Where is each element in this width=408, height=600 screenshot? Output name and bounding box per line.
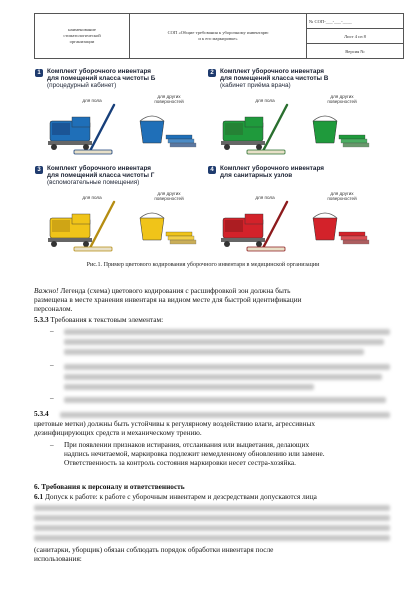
redacted-line <box>64 349 364 355</box>
panel-title-line-2: для санитарных узлов <box>220 172 293 180</box>
sheet-number: Лист 4 из 8 <box>307 29 404 44</box>
other-label-line-2: поверхностей <box>154 196 184 202</box>
cleaning-kit-illustration <box>40 196 200 254</box>
section-5-3-4-line-3: дезинфицирующих средств и механическому трению. <box>34 428 202 437</box>
panel-number-badge: 1 <box>35 69 43 77</box>
panel-title-line-1: Комплект уборочного инвентаря <box>220 68 325 75</box>
org-line-1: наименование <box>68 27 96 33</box>
cleaning-kit-illustration <box>213 196 373 254</box>
sop-number: № СОП-___-___-____ <box>307 14 404 29</box>
redacted-line <box>64 374 382 380</box>
cleaning-kit-panel-4 <box>205 163 377 256</box>
cleaning-kit-panel-3 <box>32 163 204 256</box>
bullet-line-1: При появлении признаков истирания, отслаивания или выцветания, делающих <box>64 440 310 449</box>
section-6-1-number: 6.1 <box>34 492 44 501</box>
section-6-1 <box>34 492 390 501</box>
redacted-line <box>64 397 386 403</box>
important-line-2: размещена в месте хранения инвентаря на видном месте для быстрой идентификации <box>34 295 302 304</box>
redacted-line <box>60 412 390 418</box>
other-label-line-1: для других <box>157 191 181 196</box>
other-label-line-2: поверхностей <box>327 99 357 105</box>
panel-title-line-3: (кабинет приёма врача) <box>220 82 291 90</box>
other-label-line-2: поверхностей <box>154 99 184 105</box>
redacted-line <box>34 525 390 531</box>
panel-title-line-1: Комплект уборочного инвентаря <box>47 165 152 172</box>
section-5-3-4-number: 5.3.4 <box>34 409 49 418</box>
panel-title <box>220 165 370 179</box>
important-note <box>34 286 390 295</box>
cleaning-kit-panel-1 <box>32 66 204 159</box>
org-line-2: стоматологической <box>63 33 101 39</box>
redacted-line <box>64 329 390 335</box>
section-5-3-3-text: Требования к текстовым элементам: <box>48 315 164 324</box>
sop-title-cell <box>130 14 307 59</box>
section-5-3-4-line-2: цветовые метки) должны быть устойчивы к регулярному воздействию влаги, агрессивных <box>34 419 316 428</box>
panel-title-line-2: для помещений класса чистоты Б <box>47 75 156 83</box>
org-line-3: организации <box>69 38 95 44</box>
figure-caption: Рис.1. Пример цветового кодирования уборочного инвентаря в медицинской организации <box>86 262 320 268</box>
section-5-3-3 <box>34 315 390 324</box>
redacted-line <box>64 364 390 370</box>
other-label-line-1: для других <box>330 94 354 99</box>
cleaning-kit-illustration <box>40 99 200 157</box>
color-coding-figure <box>32 66 376 256</box>
panel-number-badge: 4 <box>208 166 216 174</box>
redacted-line <box>64 339 384 345</box>
bullet-dash: – <box>50 360 54 369</box>
panel-title-line-3: (вспомогательные помещения) <box>47 179 140 187</box>
other-label-line-1: для других <box>157 94 181 99</box>
org-name-cell <box>35 14 130 59</box>
section-6-1-text: Допуск к работе: к работе с уборочным инвентарем и дезсредствами допускаются лица <box>43 492 317 501</box>
bullet-line-2: надпись нечитаемой, маркировка подлежит немедленному обновлению или замене. <box>64 449 325 458</box>
panel-title-line-2: для помещений класса чистоты Г <box>47 172 155 180</box>
important-lead: Важно! <box>34 286 59 295</box>
floor-label: для пола <box>255 195 275 200</box>
important-line-3: персоналом. <box>34 304 73 313</box>
panel-number-badge: 2 <box>208 69 216 77</box>
important-text: Легенда (схема) цветового кодирования с расшифровкой зон должна быть <box>58 286 291 295</box>
bullet-dash: – <box>50 326 54 335</box>
floor-label: для пола <box>82 98 102 103</box>
document-header <box>34 13 404 59</box>
cleaning-kit-panel-2 <box>205 66 377 159</box>
other-label-line-2: поверхностей <box>327 196 357 202</box>
panel-title-line-1: Комплект уборочного инвентаря <box>47 68 152 75</box>
section-6-1-line-last-1: (санитарки, уборщик) обязан соблюдать порядок обработки инвентаря после <box>34 545 274 554</box>
sop-title-line-1: СОП «Общие требования к уборочному инвентарю <box>167 30 269 36</box>
section-6-1-line-last-2: использования: <box>34 554 82 563</box>
panel-title-line-2: для помещений класса чистоты В <box>220 75 329 83</box>
cleaning-kit-illustration <box>213 99 373 157</box>
panel-title <box>47 165 197 187</box>
redacted-line <box>34 505 390 511</box>
panel-title-line-1: Комплект уборочного инвентаря <box>220 165 325 172</box>
panel-title <box>47 68 197 90</box>
panel-number-badge: 3 <box>35 166 43 174</box>
section-6-heading: 6. Требования к персоналу и ответственность <box>34 482 185 491</box>
panel-title-line-3: (процедурный кабинет) <box>47 82 117 90</box>
section-5-3-3-number: 5.3.3 <box>34 315 49 324</box>
redacted-line <box>34 535 390 541</box>
floor-label: для пола <box>255 98 275 103</box>
panel-title <box>220 68 370 90</box>
bullet-dash: – <box>50 440 54 449</box>
bullet-line-3: Ответственность за контроль состояния маркировки несет сестра-хозяйка. <box>64 458 296 467</box>
version-number: Версия № <box>307 44 404 59</box>
floor-label: для пола <box>82 195 102 200</box>
other-label-line-1: для других <box>330 191 354 196</box>
bullet-dash: – <box>50 393 54 402</box>
redacted-line <box>64 384 314 390</box>
sop-title-line-2: и к его маркировке» <box>198 36 238 41</box>
redacted-line <box>34 515 390 521</box>
